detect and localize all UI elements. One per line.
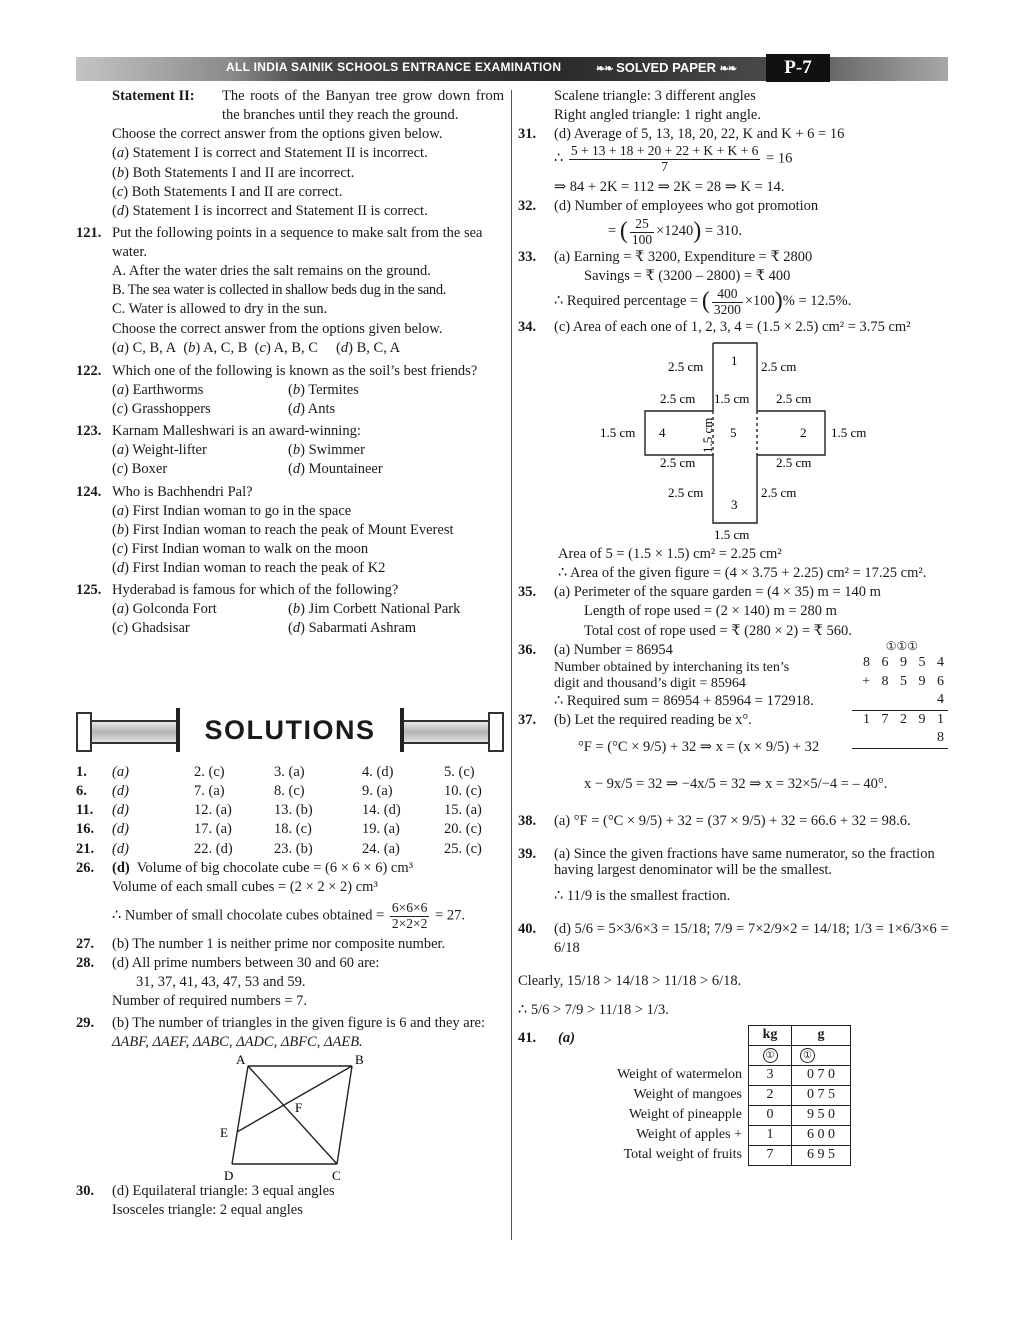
solution-27: 27. (b) The number 1 is neither prime nor composite number.	[76, 935, 446, 952]
label-F: F	[295, 1100, 303, 1116]
solved-paper-text: SOLVED PAPER	[616, 60, 716, 75]
region-4: 4	[659, 425, 666, 441]
s31-line3: ⇒ 84 + 2K = 112 ⇒ 2K = 28 ⇒ K = 14.	[554, 179, 785, 196]
q121-point-c: C. Water is allowed to dry in the sun.	[112, 301, 328, 318]
q121-point-a: A. After the water dries the salt remains on the ground.	[112, 263, 431, 280]
q120-opt-d: (d) Statement I is incorrect and Statement II is correct.	[112, 202, 428, 219]
dim-l4: 2.5 cm	[668, 485, 704, 501]
region-3: 3	[731, 497, 738, 513]
sum: 1 7 2 9 1 8	[852, 711, 948, 749]
s35-line2: Length of rope used = (2 × 140) m = 280 m	[584, 603, 837, 620]
carry-g: ①	[800, 1048, 815, 1063]
dim-r2: 2.5 cm	[776, 391, 812, 407]
dim-l2: 2.5 cm	[660, 391, 696, 407]
dim-left: 1.5 cm	[600, 425, 636, 441]
exam-title: ALL INDIA SAINIK SCHOOLS ENTRANCE EXAMINATION	[226, 60, 562, 74]
label-C: C	[332, 1168, 341, 1183]
solution-31: 31. (d) Average of 5, 13, 18, 20, 22, K and K + 6 = 16	[518, 126, 845, 143]
s36-line2: Number obtained by interchaning its ten’s digit and thousand’s digit = 85964	[554, 659, 790, 691]
dim-right: 1.5 cm	[831, 425, 867, 441]
s26-line2: Volume of each small cubes = (2 × 2 × 2) cm³	[112, 878, 378, 895]
instruction: Choose the correct answer from the options given below.	[112, 126, 443, 143]
s37-line3: x − 9x/5 = 32 ⇒ −4x/5 = 32 ⇒ x = 32×5/−4 = – 40°.	[584, 776, 888, 793]
right-column	[518, 87, 950, 1179]
statement-2-label: Statement II:	[112, 88, 195, 104]
question-124: 124. Who is Bachhendri Pal?	[76, 483, 253, 500]
solution-37: 37. (b) Let the required reading be x°.	[518, 712, 752, 729]
s28-line2: 31, 37, 41, 43, 47, 53 and 59.	[136, 973, 306, 990]
answer-key: 1. (a) 2. (c) 3. (a) 4. (d) 5. (c) 6. (d) 7. (a) 8. (c) 9. (a) 10. (c) 11. (d) 12. (a) 13. (b) 14. (d) 15. (a) 16. (d) 17. (a) 18. (c) 19. (a) 20. (c) 21. (d) 22. (d) 23. (b) 24. (a) 25. (c)	[76, 764, 482, 857]
s32-calc: = ( $\frac{25}{100}$ ×1240) = 310.	[608, 215, 743, 247]
col-g: g	[792, 1025, 851, 1045]
q121-point-b: B. The sea water is collected in shallow beds dug in the sand.	[112, 282, 447, 299]
solution-39: 39. (a) Since the given fractions have same numerator, so the fraction having largest denominator will be the smallest.	[518, 845, 935, 879]
solutions-title: SOLUTIONS	[176, 708, 404, 752]
solution-28: 28. (d) All prime numbers between 30 and 60 are:	[76, 954, 380, 971]
label-B: B	[355, 1052, 364, 1068]
q121-options: (a) C, B, A (b) A, C, B (c) A, B, C (d) B, C, A	[112, 339, 401, 356]
parallelogram-diagram	[76, 1052, 504, 1182]
dim-l1: 2.5 cm	[668, 359, 704, 375]
dim-bottom: 1.5 cm	[714, 527, 750, 543]
solution-30: 30. (d) Equilateral triangle: 3 equal angles	[76, 1183, 335, 1200]
solution-36: 36. (a) Number = 86954 Number obtained by interchaning its ten’s digit and thousand’s digit = 85964 ∴ Required sum = 86954 + 85964 = 172918. ①①① 8 6 9 5 4 + 8 5 9 6 4 1 7 2 9 1 8	[518, 641, 950, 711]
s40-line3: ∴ 5/6 > 7/9 > 11/18 > 1/3.	[518, 1002, 669, 1019]
label-E: E	[220, 1125, 228, 1141]
s33-line3: ∴ Required percentage = ( $\frac{400}{3200}$ ×100)% = 12.5%.	[554, 285, 852, 317]
q123-options-row2: (c) Boxer (d) Mountaineer	[112, 461, 383, 478]
label-A: A	[236, 1052, 246, 1068]
column-divider	[511, 90, 512, 1240]
q124-opt-c: (c) First Indian woman to walk on the moon	[112, 540, 369, 557]
s34-line3: ∴ Area of the given figure = (4 × 3.75 + 2.25) cm² = 17.25 cm².	[558, 565, 927, 582]
q124-opt-b: (b) First Indian woman to reach the peak of Mount Everest	[112, 521, 454, 538]
left-column	[76, 87, 504, 639]
s34-line2: Area of 5 = (1.5 × 1.5) cm² = 2.25 cm²	[558, 546, 782, 563]
s33-line2: Savings = ₹ (3200 – 2800) = ₹ 400	[584, 268, 791, 285]
s39-line2: ∴ 11/9 is the smallest fraction.	[554, 887, 731, 904]
addend-2: + 8 5 9 6 4	[852, 673, 948, 711]
q123-options-row1: (a) Weight-lifter (b) Swimmer	[112, 442, 365, 459]
statement-2-text: The roots of the Banyan tree grow down from the branches until they reach the ground.	[222, 88, 504, 124]
ornament-icon: ❧❧	[596, 63, 613, 75]
s30-line4: Right angled triangle: 1 right angle.	[554, 107, 761, 124]
carry-kg: ①	[763, 1048, 778, 1063]
col-kg: kg	[749, 1025, 792, 1045]
q124-opt-a: (a) First Indian woman to go in the space	[112, 502, 352, 519]
solution-41	[518, 1026, 950, 1179]
addend-1: 8 6 9 5 4	[863, 655, 948, 671]
solution-35: 35. (a) Perimeter of the square garden = (4 × 35) m = 140 m	[518, 584, 881, 601]
region-1: 1	[731, 353, 738, 369]
q120-opt-c: (c) Both Statements I and II are correct.	[112, 183, 343, 200]
q125-options-row2: (c) Ghadsisar (d) Sabarmati Ashram	[112, 620, 417, 637]
q124-opt-d: (d) First Indian woman to reach the peak of K2	[112, 560, 386, 576]
question-123: 123. Karnam Malleshwari is an award-winning:	[76, 423, 361, 440]
s41-answer: (a)	[558, 1029, 575, 1046]
solution-34: 34. (c) Area of each one of 1, 2, 3, 4 = (1.5 × 2.5) cm² = 3.75 cm²	[518, 318, 911, 335]
weights-table	[588, 1025, 851, 1166]
table-row: Weight of watermelon 3 0 7 0	[588, 1065, 851, 1085]
table-row: Weight of mangoes 2 0 7 5	[588, 1085, 851, 1105]
page-number: P-7	[766, 54, 830, 82]
s30-line2: Isosceles triangle: 2 equal angles	[112, 1202, 303, 1219]
s40-line2: Clearly, 15/18 > 14/18 > 11/18 > 6/18.	[518, 973, 742, 990]
addition-working	[852, 639, 948, 749]
s26-fraction: $\frac{6\times 6\times 6}{2\times 2\times 2}$	[391, 899, 428, 931]
region-2: 2	[800, 425, 807, 441]
s28-line3: Number of required numbers = 7.	[112, 992, 308, 1009]
s30-line3: Scalene triangle: 3 different angles	[554, 88, 756, 104]
q120-opt-b: (b) Both Statements I and II are incorrect.	[112, 164, 355, 181]
question-122: 122. Which one of the following is known as the soil’s best friends?	[76, 362, 478, 379]
dim-r3: 2.5 cm	[776, 455, 812, 471]
figure-29	[76, 1052, 504, 1182]
s35-line3: Total cost of rope used = ₹ (280 × 2) = ₹ 560.	[584, 622, 852, 639]
q120-opt-a: (a) Statement I is correct and Statement II is incorrect.	[112, 145, 428, 162]
page-header	[76, 57, 948, 81]
dim-mid-side: 1.5 cm	[700, 417, 715, 454]
q122-options-row2: (c) Grasshoppers (d) Ants	[112, 401, 336, 417]
s36-line3: ∴ Required sum = 86954 + 85964 = 172918.	[554, 692, 814, 709]
table-row: Weight of pineapple 0 9 5 0	[588, 1105, 851, 1125]
statement-2	[76, 87, 504, 125]
solution-29: 29. (b) The number of triangles in the given figure is 6 and they are:	[76, 1015, 485, 1032]
region-5: 5	[730, 425, 737, 441]
figure-34	[518, 337, 950, 549]
solved-paper-label	[596, 59, 736, 77]
solution-33: 33. (a) Earning = ₹ 3200, Expenditure = ₹ 2800	[518, 248, 813, 265]
carry-digits: ①①①	[885, 638, 918, 653]
solution-38: 38. (a) °F = (°C × 9/5) + 32 = (37 × 9/5) + 32 = 66.6 + 32 = 98.6.	[518, 813, 911, 830]
table-row: Total weight of fruits 7 6 9 5	[588, 1145, 851, 1165]
q122-options-row1: (a) Earthworms (b) Termites	[112, 381, 359, 398]
label-D: D	[224, 1168, 234, 1183]
q121-instruction: Choose the correct answer from the options given below.	[112, 320, 443, 337]
question-125: 125. Hyderabad is famous for which of the following?	[76, 582, 399, 599]
table-row: Weight of apples + 1 6 0 0	[588, 1125, 851, 1145]
q125-options-row1: (a) Golconda Fort (b) Jim Corbett National Park	[112, 601, 461, 618]
banner-endcap-left	[76, 712, 92, 752]
question-121: 121. Put the following points in a sequence to make salt from the sea water.	[76, 224, 483, 260]
dim-r1: 2.5 cm	[761, 359, 797, 375]
dim-l3: 2.5 cm	[660, 455, 696, 471]
solution-26: 26. (d) Volume of big chocolate cube = (6 × 6 × 6) cm³	[76, 859, 413, 876]
dim-r4: 2.5 cm	[761, 485, 797, 501]
solutions-banner	[76, 708, 504, 752]
s37-line2: °F = (°C × 9/5) + 32 ⇒ x = (x × 9/5) + 32	[578, 739, 820, 756]
solutions-left	[76, 763, 504, 1221]
cross-shape-diagram	[518, 337, 950, 549]
s41-number: 41.	[518, 1029, 537, 1046]
ornament-icon: ❧❧	[719, 63, 737, 75]
banner-endcap-right	[488, 712, 504, 752]
solution-32: 32. (d) Number of employees who got promotion	[518, 198, 819, 215]
solution-40: 40. (d) 5/6 = 5×3/6×3 = 15/18; 7/9 = 7×2/9×2 = 14/18; 1/3 = 1×6/3×6 = 6/18	[518, 921, 949, 957]
s29-line2: ΔABF, ΔAEF, ΔABC, ΔADC, ΔBFC, ΔAEB.	[112, 1034, 363, 1051]
dim-mid-top: 1.5 cm	[714, 391, 750, 407]
s26-line3: ∴ Number of small chocolate cubes obtained = $\frac{6\times 6\times 6}{2\times 2\times 2}$ = 27.	[112, 899, 465, 931]
dim-top	[713, 337, 748, 340]
s31-fraction-line: ∴ $\frac{5 + 13 + 18 + 20 + 22 + K + K + 6}{7}$ = 16	[554, 143, 793, 175]
